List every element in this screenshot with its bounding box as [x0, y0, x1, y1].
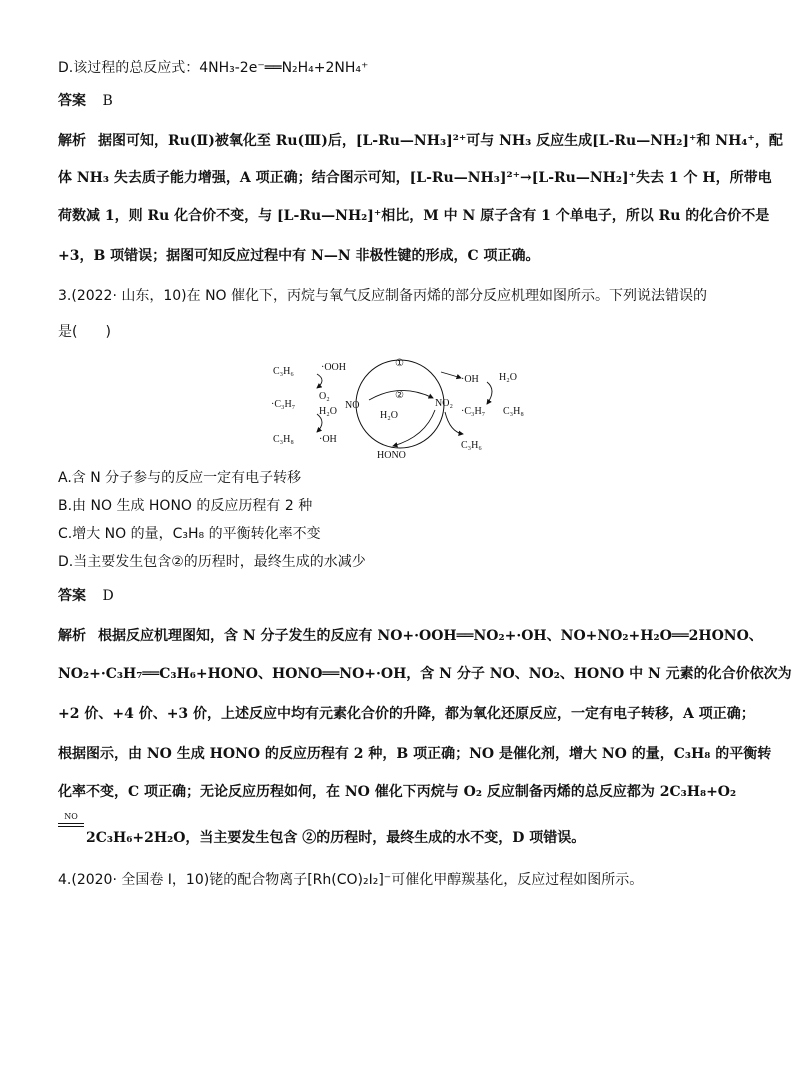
label-no2: NO₂: [435, 398, 453, 409]
catalytic-cycle-circle: [356, 360, 444, 448]
q2-answer-row: [58, 91, 113, 111]
label-h2o-center: H₂O: [380, 410, 398, 421]
q4-stem: 4.(2020· 全国卷 Ⅰ，10)铑的配合物离子[Rh(CO)₂I₂]⁻可催化甲醇羰基化，反应过程如图所示。: [58, 872, 644, 888]
q3-option-a: A.含 N 分子参与的反应一定有电子转移: [58, 470, 302, 486]
q3-option-c: C.增大 NO 的量，C₃H₈ 的平衡转化率不变: [58, 526, 321, 542]
q3-option-b: B.由 NO 生成 HONO 的反应历程有 2 种: [58, 498, 313, 514]
label-oh-left: ·OH: [319, 434, 337, 445]
q3-answer-value: D: [102, 588, 114, 604]
label-c3h7-left: ·C₃H₇: [271, 399, 296, 410]
q2-option-d: D.该过程的总反应式：4NH₃-2e⁻══N₂H₄+2NH₄⁺: [58, 60, 369, 76]
right-arrow-top: [487, 382, 492, 404]
label-c3h6-top-left: C₃H₆: [273, 366, 294, 377]
q3-analysis-line-5: 化率不变，C 项正确；无论反应历程如何，在 NO 催化下丙烷与 O₂ 反应制备丙烯的总反应都为 2C₃H₈+O₂: [58, 784, 737, 800]
label-o2: O₂: [319, 391, 330, 402]
label-h2o-left: H₂O: [319, 406, 337, 417]
q2-analysis-line-3: 荷数减 1，则 Ru 化合价不变，与 [L-Ru—NH₂]⁺相比，M 中 N 原子含有 1 个单电子，所以 Ru 的化合价不是: [58, 208, 770, 224]
q3-analysis-line-4: 根据图示，由 NO 生成 HONO 的反应历程有 2 种，B 项正确；NO 是催化剂，增大 NO 的量，C₃H₈ 的平衡转: [58, 746, 772, 762]
q3-stem-line-1: 3.(2022· 山东，10)在 NO 催化下，丙烷与氧气反应制备丙烯的部分反应机理如图所示。下列说法错误的: [58, 288, 708, 304]
label-c3h8-left: C₃H₈: [273, 434, 294, 445]
label-route-1: ①: [395, 358, 404, 369]
label-c3h7-right: ·C₃H₇: [461, 406, 486, 417]
q3-analysis-label: 解析: [58, 628, 86, 644]
no2-to-hono-arrow: [393, 410, 435, 446]
label-hono: HONO: [377, 450, 406, 461]
left-arrow-top: [317, 374, 322, 388]
q3-analysis-line-3: +2 价、+4 价、+3 价，上述反应中均有元素化合价的升降，都为氧化还原反应，一定有电子转移，A 项正确；: [58, 706, 755, 722]
q3-analysis-line-2: NO₂+·C₃H₇══C₃H₆+HONO、HONO══NO+·OH，含 N 分子 NO、NO₂、HONO 中 N 元素的化合价依次为: [58, 666, 792, 682]
q3-answer-row: [58, 586, 114, 606]
q3-answer-label: 答案: [58, 588, 86, 604]
q2-analysis-line-2: 体 NH₃ 失去质子能力增强，A 项正确；结合图示可知，[L-Ru—NH₃]²⁺→[L-Ru—NH₂]⁺失去 1 个 H，所带电: [58, 170, 772, 186]
reaction-mechanism-diagram: [265, 352, 535, 462]
label-ooh: ·OOH: [321, 362, 346, 373]
label-c3h6-bottom: C₃H₆: [461, 440, 482, 451]
q3-stem-line-2: 是( ): [58, 324, 111, 340]
q2-analysis-line-1: [58, 131, 783, 151]
q2-analysis-text-1: 据图可知，Ru(Ⅱ)被氧化至 Ru(Ⅲ)后，[L-Ru—NH₃]²⁺可与 NH₃ 反应生成[L-Ru—NH₂]⁺和 NH₄⁺，配: [98, 133, 783, 149]
equilibrium-arrow-bar-bottom: [58, 826, 84, 827]
q2-analysis-line-4: +3，B 项错误；据图可知反应过程中有 N—N 非极性键的形成，C 项正确。: [58, 248, 540, 264]
q2-analysis-label: 解析: [58, 133, 86, 149]
q3-analysis-line-1: [58, 626, 763, 646]
oh-release-arrow: [441, 372, 461, 378]
equilibrium-arrow-bar-top: [58, 823, 84, 824]
label-oh-right: ·OH: [461, 374, 479, 385]
q3-option-d: D.当主要发生包含②的历程时，最终生成的水减少: [58, 554, 366, 570]
catalyst-label-over-arrow: NO: [64, 812, 78, 821]
label-route-2: ②: [395, 390, 404, 401]
label-h2o-right: H₂O: [499, 372, 517, 383]
q3-analysis-line-6: 2C₃H₆+2H₂O，当主要发生包含 ②的历程时，最终生成的水不变，D 项错误。: [86, 830, 586, 846]
q2-answer-value: B: [102, 93, 113, 109]
label-no: NO: [345, 400, 360, 411]
label-c3h8-right: C₃H₈: [503, 406, 524, 417]
q2-answer-label: 答案: [58, 93, 86, 109]
q3-analysis-text-1: 根据反应机理图知，含 N 分子发生的反应有 NO+·OOH══NO₂+·OH、NO+NO₂+H₂O══2HONO、: [98, 628, 763, 644]
